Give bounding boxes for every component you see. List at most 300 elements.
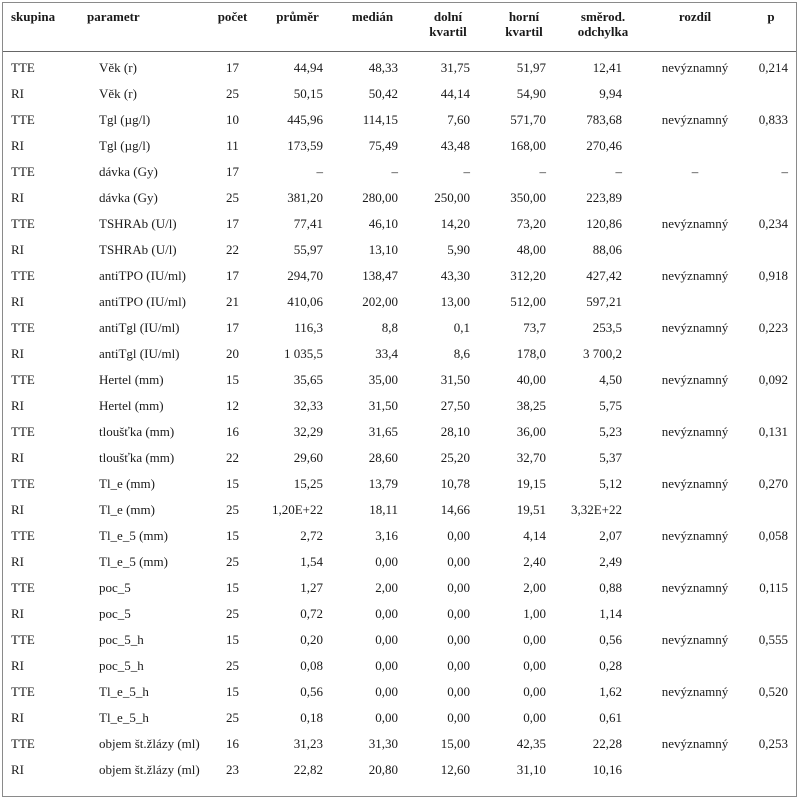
cell-pocet: 25 [226,554,239,569]
cell-skupina: TTE [11,424,35,439]
cell-skupina: TTE [11,528,35,543]
cell-p [746,185,796,211]
cell-skupina: TTE [11,268,35,283]
cell-smerod-odchylka: 5,23 [599,424,622,439]
cell-median: 13,79 [368,476,398,491]
cell-parametr: objem št.žlázy (ml) [99,762,200,777]
cell-pocet: 23 [226,762,239,777]
cell-parametr: Tl_e_5 (mm) [99,528,168,543]
cell-parametr: poc_5 [99,580,131,595]
cell-dolni-kvartil: 0,00 [447,684,470,699]
cell-skupina: TTE [11,320,35,335]
cell-prumer: 173,59 [287,138,323,153]
cell-rozdil: nevýznamný [661,268,729,283]
header-skupina-line: skupina [11,9,56,24]
cell-prumer: 445,96 [287,112,323,127]
header-median [335,3,410,52]
cell-median: 33,4 [375,346,398,361]
cell-rozdil: nevýznamný [661,112,729,127]
table-row [3,757,796,783]
cell-prumer: 77,41 [293,216,323,231]
cell-p: 0,918 [758,268,788,283]
cell-horni-kvartil: 0,00 [523,658,546,673]
cell-rozdil [644,393,746,419]
cell-median: 280,00 [362,190,398,205]
cell-p: 0,520 [758,684,788,699]
cell-pocet: 17 [226,216,239,231]
cell-p [746,549,796,575]
table-row [3,575,796,601]
header-rozdil [644,3,746,52]
cell-skupina: RI [11,242,24,257]
cell-pocet: 25 [226,710,239,725]
header-horni-kvartil-line: kvartil [505,24,543,39]
cell-rozdil: nevýznamný [661,684,729,699]
cell-smerod-odchylka: 0,88 [599,580,622,595]
cell-prumer: 55,97 [293,242,323,257]
cell-parametr: antiTgl (IU/ml) [99,320,180,335]
header-pocet-line: počet [217,9,248,24]
cell-smerod-odchylka: – [615,164,622,179]
cell-skupina: TTE [11,60,35,75]
cell-parametr: tloušťka (mm) [99,450,175,465]
cell-horni-kvartil: 0,00 [523,632,546,647]
cell-smerod-odchylka: 120,86 [586,216,622,231]
cell-smerod-odchylka: 3,32E+22 [570,502,622,517]
header-smerod-odchylka-line: směrod. [580,9,626,24]
cell-smerod-odchylka: 0,56 [599,632,622,647]
cell-horni-kvartil: 178,0 [516,346,546,361]
cell-smerod-odchylka: 5,12 [599,476,622,491]
header-prumer-line: průměr [276,9,319,24]
cell-rozdil: – [691,164,699,179]
cell-rozdil: nevýznamný [661,60,729,75]
cell-p [746,237,796,263]
cell-horni-kvartil: 2,40 [523,554,546,569]
cell-pocet: 12 [226,398,239,413]
cell-dolni-kvartil: 0,00 [447,528,470,543]
table-row [3,627,796,653]
cell-smerod-odchylka: 3 700,2 [583,346,622,361]
cell-horni-kvartil: 48,00 [516,242,546,257]
cell-median: 31,50 [368,398,398,413]
header-smerod-odchylka [562,3,644,52]
cell-horni-kvartil: 73,7 [523,320,546,335]
cell-rozdil: nevýznamný [661,580,729,595]
cell-p [746,341,796,367]
cell-pocet: 20 [226,346,239,361]
header-dolni-kvartil-line: dolní [433,9,463,24]
cell-horni-kvartil: 0,00 [523,684,546,699]
cell-dolni-kvartil: 14,66 [440,502,470,517]
cell-parametr: poc_5 [99,606,131,621]
cell-median: 75,49 [368,138,398,153]
cell-prumer: 381,20 [287,190,323,205]
cell-median: 0,00 [375,658,398,673]
cell-pocet: 16 [226,424,239,439]
cell-smerod-odchylka: 0,61 [599,710,622,725]
cell-dolni-kvartil: 43,30 [440,268,470,283]
cell-median: 46,10 [368,216,398,231]
cell-prumer: 1,27 [300,580,323,595]
cell-rozdil [644,289,746,315]
header-dolni-kvartil-line: kvartil [429,24,467,39]
cell-median: 28,60 [368,450,398,465]
cell-pocet: 15 [226,476,239,491]
cell-parametr: dávka (Gy) [99,164,158,179]
cell-pocet: 25 [226,658,239,673]
cell-prumer: 0,08 [300,658,323,673]
cell-rozdil: nevýznamný [661,424,729,439]
cell-p: 0,214 [758,60,788,75]
cell-rozdil [644,81,746,107]
table-row [3,341,796,367]
cell-dolni-kvartil: 10,78 [440,476,470,491]
cell-p [746,705,796,731]
cell-parametr: antiTPO (IU/ml) [99,268,187,283]
cell-smerod-odchylka: 88,06 [592,242,622,257]
header-rozdil-line: rozdíl [678,9,712,24]
table-row [3,367,796,393]
cell-p [746,445,796,471]
table-row [3,159,796,185]
cell-p: 0,223 [758,320,788,335]
cell-pocet: 15 [226,632,239,647]
cell-pocet: 25 [226,606,239,621]
cell-dolni-kvartil: 0,00 [447,632,470,647]
cell-rozdil [644,341,746,367]
cell-horni-kvartil: 32,70 [516,450,546,465]
cell-dolni-kvartil: 250,00 [434,190,470,205]
cell-p: 0,092 [758,372,788,387]
cell-dolni-kvartil: 14,20 [440,216,470,231]
table-row [3,133,796,159]
cell-parametr: Věk (r) [99,86,137,101]
table-row [3,601,796,627]
cell-prumer: 2,72 [300,528,323,543]
cell-skupina: TTE [11,684,35,699]
cell-dolni-kvartil: 28,10 [440,424,470,439]
cell-rozdil: nevýznamný [661,476,729,491]
cell-skupina: RI [11,346,24,361]
cell-median: 0,00 [375,684,398,699]
cell-pocet: 22 [226,450,239,465]
cell-rozdil: nevýznamný [661,320,729,335]
table-row [3,679,796,705]
cell-parametr: Hertel (mm) [99,398,164,413]
cell-p: 0,555 [758,632,788,647]
cell-parametr: poc_5_h [99,658,144,673]
cell-skupina: RI [11,86,24,101]
cell-dolni-kvartil: 0,00 [447,580,470,595]
table-body [3,52,796,784]
header-parametr-line: parametr [87,9,140,24]
header-horni-kvartil-line: horní [508,9,540,24]
cell-prumer: 0,72 [300,606,323,621]
cell-skupina: RI [11,710,24,725]
cell-dolni-kvartil: 0,00 [447,606,470,621]
cell-median: 2,00 [375,580,398,595]
cell-horni-kvartil: 51,97 [516,60,546,75]
cell-prumer: – [316,164,323,179]
cell-p: 0,270 [758,476,788,491]
cell-parametr: Tgl (µg/l) [99,112,151,127]
cell-horni-kvartil: 19,15 [516,476,546,491]
cell-pocet: 15 [226,684,239,699]
cell-rozdil: nevýznamný [661,528,729,543]
cell-median: 138,47 [362,268,398,283]
cell-median: 31,30 [368,736,398,751]
cell-rozdil: nevýznamný [661,372,729,387]
cell-pocet: 17 [226,320,239,335]
cell-smerod-odchylka: 223,89 [586,190,622,205]
table-row [3,419,796,445]
cell-rozdil [644,445,746,471]
cell-skupina: RI [11,294,24,309]
cell-median: 8,8 [381,320,398,335]
cell-prumer: 116,3 [294,320,323,335]
cell-skupina: RI [11,190,24,205]
cell-horni-kvartil: 350,00 [510,190,546,205]
cell-dolni-kvartil: 12,60 [440,762,470,777]
cell-prumer: 44,94 [293,60,323,75]
cell-rozdil [644,497,746,523]
cell-parametr: antiTPO (IU/ml) [99,294,187,309]
header-p-line: p [767,9,775,24]
cell-p: – [781,164,788,179]
cell-smerod-odchylka: 5,75 [599,398,622,413]
cell-dolni-kvartil: 7,60 [447,112,470,127]
cell-dolni-kvartil: 31,50 [440,372,470,387]
cell-prumer: 410,06 [287,294,323,309]
cell-dolni-kvartil: 8,6 [453,346,470,361]
cell-horni-kvartil: 38,25 [516,398,546,413]
cell-p: 0,833 [758,112,788,127]
cell-median: 31,65 [368,424,398,439]
cell-dolni-kvartil: 0,00 [447,554,470,569]
table-frame [2,2,797,797]
cell-rozdil [644,133,746,159]
cell-dolni-kvartil: 31,75 [440,60,470,75]
cell-smerod-odchylka: 1,14 [599,606,622,621]
table-row [3,731,796,757]
cell-rozdil [644,653,746,679]
statistics-table [3,3,796,783]
cell-pocet: 21 [226,294,239,309]
cell-horni-kvartil: 31,10 [516,762,546,777]
cell-horni-kvartil: 42,35 [516,736,546,751]
cell-dolni-kvartil: 0,00 [447,658,470,673]
cell-median: 13,10 [368,242,398,257]
cell-dolni-kvartil: 13,00 [440,294,470,309]
table-row [3,315,796,341]
cell-median: 50,42 [368,86,398,101]
cell-prumer: 1,20E+22 [271,502,323,517]
cell-horni-kvartil: 36,00 [516,424,546,439]
cell-smerod-odchylka: 22,28 [592,736,622,751]
cell-rozdil [644,185,746,211]
cell-dolni-kvartil: 0,1 [453,320,470,335]
table-row [3,185,796,211]
header-pocet [205,3,260,52]
header-skupina [3,3,77,52]
cell-dolni-kvartil: 25,20 [440,450,470,465]
cell-p [746,757,796,783]
cell-p [746,653,796,679]
cell-horni-kvartil: 19,51 [516,502,546,517]
cell-p [746,133,796,159]
cell-prumer: 32,29 [293,424,323,439]
cell-rozdil [644,705,746,731]
cell-pocet: 15 [226,372,239,387]
cell-median: 202,00 [362,294,398,309]
cell-parametr: TSHRAb (U/l) [99,216,177,231]
cell-smerod-odchylka: 0,28 [599,658,622,673]
cell-prumer: 1,54 [300,554,323,569]
table-row [3,211,796,237]
cell-skupina: TTE [11,632,35,647]
cell-horni-kvartil: 54,90 [516,86,546,101]
cell-smerod-odchylka: 5,37 [599,450,622,465]
cell-median: 3,16 [375,528,398,543]
cell-smerod-odchylka: 1,62 [599,684,622,699]
cell-horni-kvartil: 2,00 [523,580,546,595]
cell-smerod-odchylka: 427,42 [586,268,622,283]
cell-parametr: tloušťka (mm) [99,424,175,439]
cell-smerod-odchylka: 270,46 [586,138,622,153]
cell-parametr: objem št.žlázy (ml) [99,736,200,751]
table-row [3,523,796,549]
table-row [3,497,796,523]
header-dolni-kvartil [410,3,486,52]
table-header-row [3,3,796,52]
cell-median: 48,33 [368,60,398,75]
cell-prumer: 15,25 [293,476,323,491]
cell-p: 0,131 [758,424,788,439]
cell-horni-kvartil: 168,00 [510,138,546,153]
cell-prumer: 1 035,5 [284,346,323,361]
cell-pocet: 17 [226,268,239,283]
cell-parametr: antiTgl (IU/ml) [99,346,180,361]
cell-dolni-kvartil: 43,48 [440,138,470,153]
cell-horni-kvartil: 312,20 [510,268,546,283]
cell-pocet: 16 [226,736,239,751]
cell-prumer: 0,20 [300,632,323,647]
cell-p [746,289,796,315]
cell-skupina: TTE [11,736,35,751]
cell-median: 0,00 [375,632,398,647]
cell-prumer: 31,23 [293,736,323,751]
cell-prumer: 32,33 [293,398,323,413]
cell-median: 0,00 [375,554,398,569]
cell-prumer: 22,82 [293,762,323,777]
header-p [746,3,796,52]
cell-horni-kvartil: 571,70 [510,112,546,127]
table-row [3,52,796,82]
cell-pocet: 17 [226,60,239,75]
cell-skupina: RI [11,138,24,153]
cell-median: – [391,164,398,179]
cell-prumer: 29,60 [293,450,323,465]
cell-smerod-odchylka: 783,68 [586,112,622,127]
table-row [3,549,796,575]
cell-pocet: 25 [226,190,239,205]
cell-pocet: 22 [226,242,239,257]
cell-median: 0,00 [375,606,398,621]
cell-skupina: RI [11,450,24,465]
cell-parametr: poc_5_h [99,632,144,647]
cell-median: 114,15 [362,112,398,127]
cell-rozdil: nevýznamný [661,632,729,647]
cell-pocet: 10 [226,112,239,127]
cell-skupina: RI [11,502,24,517]
table-row [3,81,796,107]
cell-parametr: Hertel (mm) [99,372,164,387]
cell-p [746,601,796,627]
cell-smerod-odchylka: 2,07 [599,528,622,543]
table-row [3,263,796,289]
cell-smerod-odchylka: 10,16 [592,762,622,777]
header-smerod-odchylka-line: odchylka [577,24,629,39]
cell-skupina: TTE [11,372,35,387]
cell-horni-kvartil: 4,14 [523,528,546,543]
cell-pocet: 15 [226,528,239,543]
cell-skupina: TTE [11,216,35,231]
cell-parametr: Tl_e (mm) [99,476,155,491]
cell-parametr: TSHRAb (U/l) [99,242,177,257]
cell-rozdil [644,549,746,575]
cell-prumer: 50,15 [293,86,323,101]
cell-dolni-kvartil: 27,50 [440,398,470,413]
cell-dolni-kvartil: – [463,164,470,179]
cell-parametr: Tl_e (mm) [99,502,155,517]
cell-skupina: RI [11,554,24,569]
table-row [3,237,796,263]
cell-parametr: Tgl (µg/l) [99,138,151,153]
cell-skupina: RI [11,606,24,621]
cell-horni-kvartil: 73,20 [516,216,546,231]
cell-parametr: Tl_e_5_h [99,684,149,699]
cell-skupina: RI [11,762,24,777]
cell-parametr: Tl_e_5 (mm) [99,554,168,569]
cell-p [746,393,796,419]
cell-prumer: 0,56 [300,684,323,699]
cell-pocet: 15 [226,580,239,595]
cell-prumer: 294,70 [287,268,323,283]
cell-pocet: 25 [226,502,239,517]
cell-p [746,497,796,523]
cell-smerod-odchylka: 253,5 [592,320,622,335]
table-row [3,393,796,419]
cell-parametr: dávka (Gy) [99,190,158,205]
cell-dolni-kvartil: 44,14 [440,86,470,101]
cell-horni-kvartil: 0,00 [523,710,546,725]
cell-rozdil [644,601,746,627]
table-row [3,705,796,731]
cell-prumer: 0,18 [300,710,323,725]
table-row [3,653,796,679]
cell-smerod-odchylka: 4,50 [599,372,622,387]
cell-p: 0,058 [758,528,788,543]
table-row [3,289,796,315]
cell-smerod-odchylka: 9,94 [599,86,622,101]
cell-rozdil [644,757,746,783]
table-row [3,471,796,497]
header-parametr [77,3,205,52]
cell-parametr: Tl_e_5_h [99,710,149,725]
header-prumer [260,3,335,52]
cell-horni-kvartil: – [539,164,546,179]
